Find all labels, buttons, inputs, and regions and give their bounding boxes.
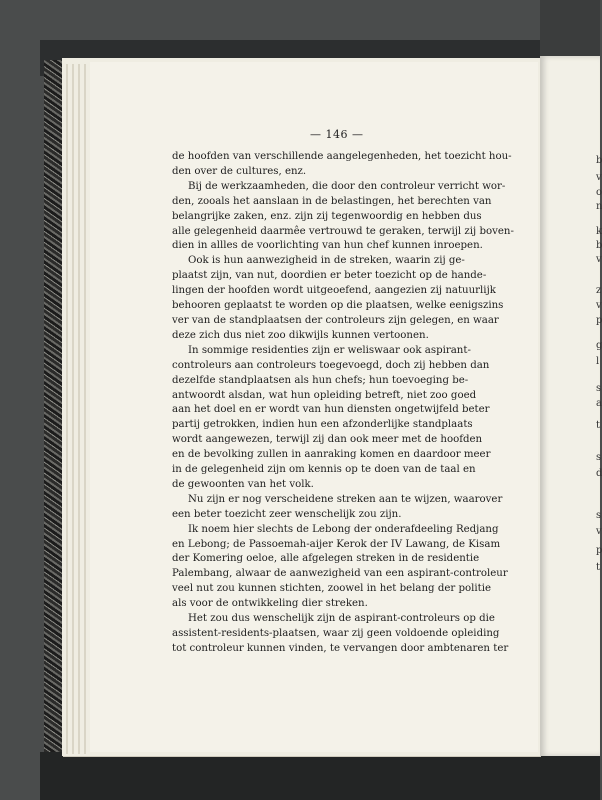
text-line: veel nut zou kunnen stichten, zoowel in het belang der politie xyxy=(172,583,492,595)
text-line: belangrijke zaken, enz. zijn zij tegenwoordig en hebben dus xyxy=(172,210,482,222)
text-line: antwoordt alsdan, wat hun opleiding betreft, niet zoo goed xyxy=(172,389,477,401)
text-line: als voor de ontwikkeling dier streken. xyxy=(172,598,368,610)
facing-page-letter: z xyxy=(596,285,602,296)
text-line: in de gelegenheid zijn om kennis op te doen van de taal en xyxy=(172,464,476,476)
text-line: den over de cultures, enz. xyxy=(172,165,307,177)
facing-page-letter: p xyxy=(596,545,602,556)
text-line: en de bevolking zullen in aanraking komen en daardoor meer xyxy=(172,449,491,461)
facing-page-letter: t xyxy=(596,420,601,431)
text-line: Nu zijn er nog verscheidene streken aan te wijzen, waarover xyxy=(188,493,503,505)
text-line: Ook is hun aanwezigheid in de streken, waarin zij ge- xyxy=(188,255,465,267)
text-line: tot controleur kunnen vinden, te vervangen door ambtenaren ter xyxy=(172,642,509,654)
text-line: dezelfde standplaatsen als hun chefs; hun toevoeging be- xyxy=(172,374,469,386)
facing-page-letter: s xyxy=(596,452,602,463)
facing-page-letter: o xyxy=(596,187,602,198)
facing-page-letter: s xyxy=(596,383,602,394)
facing-page-letter: b xyxy=(596,240,602,251)
text-line: deze zich dus niet zoo dikwijls kunnen vertoonen. xyxy=(172,329,429,341)
facing-page-letter: v xyxy=(596,254,602,265)
page-text xyxy=(172,150,514,657)
text-line: dien in allles de voorlichting van hun chef kunnen inroepen. xyxy=(172,240,483,252)
text-line: alle gelegenheid daarmêe vertrouwd te geraken, terwijl zij boven- xyxy=(172,225,514,237)
text-line: der Komering oeloe, alle afgelegen streken in de residentie xyxy=(172,553,480,565)
text-line: behooren geplaatst te worden op die plaatsen, welke eenigszins xyxy=(172,300,504,312)
facing-page-letter: g xyxy=(596,340,602,351)
text-line: In sommige residenties zijn er weliswaar ook aspirant- xyxy=(188,344,471,356)
facing-page-letter: t xyxy=(596,562,601,573)
text-line: Palembang, alwaar de aanwezigheid van een aspirant-controleur xyxy=(172,568,508,580)
text-line: de hoofden van verschillende aangelegenheden, het toezicht hou- xyxy=(172,151,512,162)
text-line: een beter toezicht zeer wenschelijk zou zijn. xyxy=(172,508,402,520)
facing-page-letter: k xyxy=(596,226,602,237)
text-line: assistent-residents-plaatsen, waar zij geen voldoende opleiding xyxy=(172,628,500,639)
facing-page-letter: v xyxy=(596,526,602,537)
facing-page-letter: n xyxy=(596,201,602,212)
text-line: de gewoonten van het volk. xyxy=(172,478,314,490)
facing-page-edge xyxy=(540,56,600,756)
facing-page-letter: b xyxy=(596,155,602,166)
text-line: Bij de werkzaamheden, die door den controleur verricht wor- xyxy=(188,180,506,192)
text-line: plaatst zijn, van nut, doordien er beter toezicht op de hande- xyxy=(172,270,487,282)
text-line: controleurs aan controleurs toegevoegd, doch zij hebben dan xyxy=(172,359,490,371)
text-line: partij getrokken, indien hun een afzonderlijke standplaats xyxy=(172,419,473,431)
facing-page-letter: s xyxy=(596,510,602,521)
page-number: — 146 — xyxy=(310,128,364,141)
text-line: lingen der hoofden wordt uitgeoefend, aangezien zij natuurlijk xyxy=(172,285,496,297)
facing-page-letter: l xyxy=(596,356,600,367)
facing-page-letter: d xyxy=(596,468,602,479)
text-line: en Lebong; de Passoemah-aijer Kerok der IV Lawang, de Kisam xyxy=(172,538,501,550)
facing-page-letter: a xyxy=(596,398,602,409)
text-line: Het zou dus wenschelijk zijn de aspirant-controleurs op die xyxy=(188,613,495,625)
text-line: den, zooals het aanslaan in de belastingen, het berechten van xyxy=(172,195,492,207)
text-line: wordt aangewezen, terwijl zij dan ook meer met de hoofden xyxy=(172,434,483,446)
facing-page-letter: v xyxy=(596,172,602,183)
facing-page-letter: v xyxy=(596,300,602,311)
text-line: aan het doel en er wordt van hun diensten ongetwijfeld beter xyxy=(172,404,490,416)
facing-page-letter: p xyxy=(596,315,602,326)
book-cover-bottom xyxy=(40,752,600,800)
text-line: Ik noem hier slechts de Lebong der onderafdeeling Redjang xyxy=(188,523,499,535)
text-line: ver van de standplaatsen der controleurs zijn gelegen, en waar xyxy=(172,314,499,326)
